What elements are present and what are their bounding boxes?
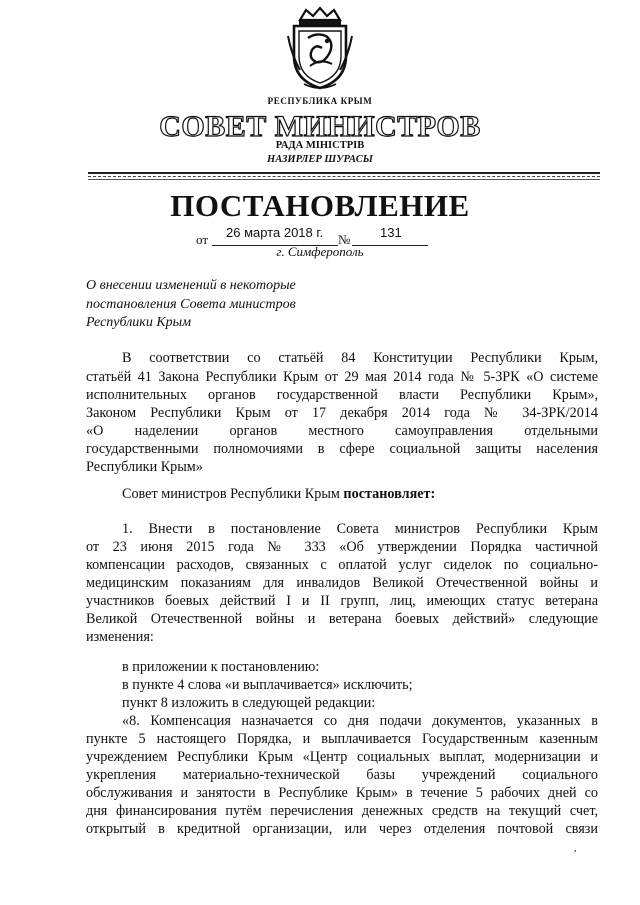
preamble-line: Республики Крым» [86,459,203,475]
item1-line: медицинским показаниям для инвалидов Великой Отечественной войны и [86,575,598,591]
council-title: СОВЕТ МИНИСТРОВ [159,110,481,143]
clause8-line: укрепления материально-технической базы учреждений социального [86,767,598,783]
decree-date: 26 марта 2018 г. [226,225,324,240]
preamble-line: «О наделении органов местного самоуправления отдельными [86,423,598,439]
header-divider [88,172,600,174]
change-line: пункт 8 изложить в следующей редакции: [122,695,376,711]
decree-subject [86,277,386,333]
clause8-line: учреждением Республики Крым «Центр социальных выплат, модернизации и [86,749,598,765]
clause8-line: дня финансирования путём перечисления денежных средств на текущий счет, [86,803,598,819]
resolve-line [122,486,435,503]
council-crimean-tatar-name: НАЗИРЛЕР ШУРАСЫ [267,154,373,165]
preamble-line: статьёй 41 Закона Республики Крым от 29 мая 2014 года № 5-ЗРК «О системе [86,369,598,385]
item1-line: компенсации расходов, связанных с оплатой услуг сиделок по социально- [86,557,598,573]
resolve-text: Совет министров Республики Крым [122,486,344,502]
header-divider [88,176,600,177]
change-line: в приложении к постановлению: [122,659,320,675]
item1-line: участников боевых действий I и II групп, лиц, имеющих статус ветерана [86,593,598,609]
preamble-line: Законом Республики Крым от 17 декабря 2014 года № 34-ЗРК/2014 [86,405,598,421]
number-label: № [338,232,351,247]
subject-line: Республики Крым [86,315,192,331]
subject-line: О внесении изменений в некоторые [86,278,296,293]
change-line: в пункте 4 слова «и выплачивается» исключить; [122,677,413,693]
preamble-line: исполнительных органов государственной власти Республики Крым», [86,387,598,403]
clause8-line: обслуживания и занятости в Республике Крым» в течение 5 рабочих дней со [86,785,598,801]
council-ukrainian-name: РАДА МІНІСТРІВ [275,140,365,151]
decree-city: г. Симферополь [276,244,364,259]
subject-line: постановления Совета министров [86,296,296,312]
clause8-line: открытый в кредитной организации, или через отделения почтовой связи [86,821,598,837]
date-from-label: от [196,232,209,247]
coat-of-arms-emblem [286,6,354,92]
decree-number: 131 [380,225,402,240]
item1-line: изменения: [86,629,154,645]
item1-line: Великой Отечественной войны и ветерана боевых действий» следующие [86,611,598,627]
item1-line: от 23 июня 2015 года № 333 «Об утверждении Порядка частичной [86,539,598,555]
item1-line: 1. Внести в постановление Совета министров Республики Крым [122,521,598,537]
decree-title: ПОСТАНОВЛЕНИЕ [170,188,470,223]
resolve-keyword: постановляет: [343,486,436,502]
page-mark: , [574,843,577,854]
preamble-line: государственными полномочиями в сфере социальной защиты населения [86,441,598,457]
clause8-line: пункте 5 настоящего Порядка, и выплачивается Государственным казенным [86,731,598,747]
clause8-line: «8. Компенсация назначается со дня подачи документов, указанных в [122,713,598,729]
republic-label: РЕСПУБЛИКА КРЫМ [267,96,373,106]
header-divider [88,179,600,180]
preamble-line: В соответствии со статьёй 84 Конституции Республики Крым, [122,350,598,366]
